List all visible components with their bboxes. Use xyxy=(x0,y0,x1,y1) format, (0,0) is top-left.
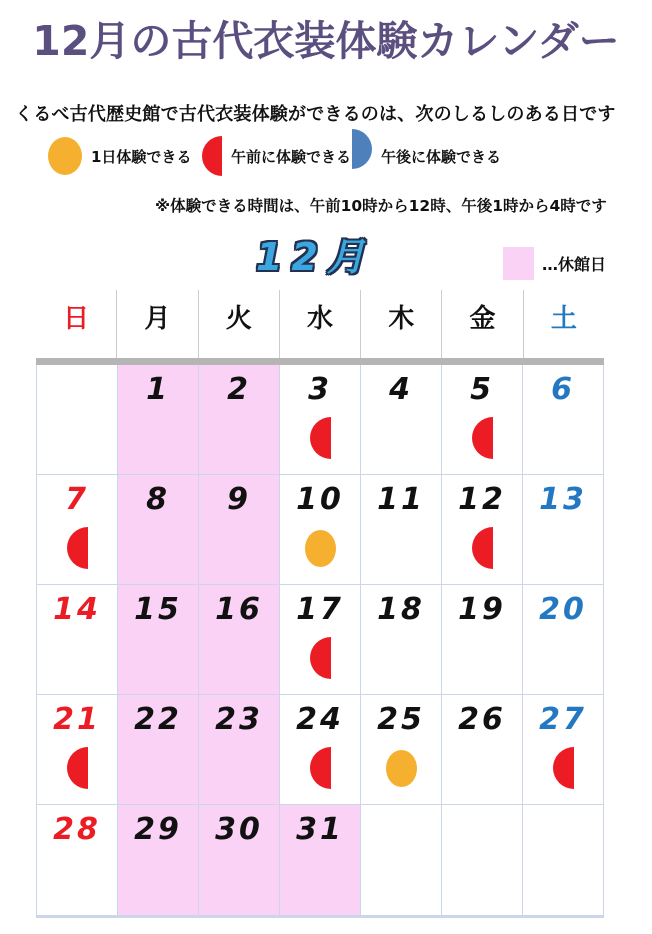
weekday-header-木: 木 xyxy=(360,290,441,358)
calendar-week-row xyxy=(37,805,604,916)
day-number: 19 xyxy=(458,592,506,627)
day-number: 11 xyxy=(377,482,425,517)
calendar-cell-17 xyxy=(280,585,361,695)
calendar-cell-24 xyxy=(280,695,361,805)
calendar-cell-21 xyxy=(37,695,118,805)
weekday-header-row xyxy=(36,290,604,358)
weekday-header-火: 火 xyxy=(198,290,279,358)
morning-marker xyxy=(67,527,88,569)
morning-marker xyxy=(553,747,574,789)
calendar-cell-27 xyxy=(523,695,604,805)
day-number: 27 xyxy=(539,702,587,737)
calendar-cell-12 xyxy=(442,475,523,585)
legend-label-all-day: 1日体験できる xyxy=(91,147,192,166)
day-number: 6 xyxy=(551,372,575,407)
closed-day-legend xyxy=(503,247,606,280)
calendar-cell-10 xyxy=(280,475,361,585)
all-day-marker xyxy=(305,530,336,567)
closed-day-label: …休館日 xyxy=(542,255,607,274)
hours-note: ※体験できる時間は、午前10時から12時、午後1時から4時です xyxy=(155,197,607,215)
calendar-cell-22 xyxy=(118,695,199,805)
legend-item-morning xyxy=(202,134,351,178)
day-number: 5 xyxy=(470,372,494,407)
day-number: 21 xyxy=(53,702,101,737)
day-number: 20 xyxy=(539,592,587,627)
calendar-cell-25 xyxy=(361,695,442,805)
calendar-cell-26 xyxy=(442,695,523,805)
calendar-week-row xyxy=(37,475,604,585)
calendar-body xyxy=(36,365,604,918)
calendar-cell-6 xyxy=(523,365,604,475)
afternoon-half-circle-icon xyxy=(352,129,372,169)
day-number: 14 xyxy=(53,592,101,627)
calendar-cell-23 xyxy=(199,695,280,805)
calendar-cell-4 xyxy=(361,365,442,475)
calendar-cell-5 xyxy=(442,365,523,475)
weekday-header-日: 日 xyxy=(63,304,90,334)
legend xyxy=(0,134,652,178)
calendar-cell-16 xyxy=(199,585,280,695)
calendar-cell-2 xyxy=(199,365,280,475)
all-day-marker xyxy=(386,750,417,787)
calendar-week-row xyxy=(37,365,604,475)
calendar-cell-19 xyxy=(442,585,523,695)
day-number: 13 xyxy=(539,482,587,517)
morning-marker xyxy=(472,527,493,569)
closed-day-swatch xyxy=(503,247,534,280)
calendar-cell-empty xyxy=(361,805,442,916)
calendar-cell-28 xyxy=(37,805,118,916)
weekday-header-土: 土 xyxy=(523,290,604,358)
weekday-header-金: 金 xyxy=(441,290,522,358)
calendar-cell-18 xyxy=(361,585,442,695)
header-divider-bar xyxy=(36,358,604,365)
calendar-cell-11 xyxy=(361,475,442,585)
calendar-cell-14 xyxy=(37,585,118,695)
legend-item-afternoon xyxy=(352,134,501,178)
calendar-cell-empty xyxy=(523,805,604,916)
day-number: 24 xyxy=(296,702,344,737)
day-number: 4 xyxy=(389,372,413,407)
day-number: 16 xyxy=(215,592,263,627)
morning-marker xyxy=(472,417,493,459)
calendar-cell-7 xyxy=(37,475,118,585)
all-day-circle-icon xyxy=(48,137,82,175)
month-title: 12月 xyxy=(256,235,374,279)
calendar-cell-1 xyxy=(118,365,199,475)
calendar-cell-20 xyxy=(523,585,604,695)
day-number: 22 xyxy=(134,702,182,737)
calendar-grid xyxy=(36,290,604,918)
weekday-header-月: 月 xyxy=(116,290,197,358)
day-number: 23 xyxy=(215,702,263,737)
day-number: 26 xyxy=(458,702,506,737)
morning-marker xyxy=(67,747,88,789)
morning-marker xyxy=(310,637,331,679)
calendar-cell-empty xyxy=(442,805,523,916)
calendar-cell-3 xyxy=(280,365,361,475)
calendar-cell-15 xyxy=(118,585,199,695)
day-number: 31 xyxy=(296,812,344,847)
morning-marker xyxy=(310,417,331,459)
calendar-cell-8 xyxy=(118,475,199,585)
day-number: 7 xyxy=(65,482,89,517)
day-number: 9 xyxy=(227,482,251,517)
day-number: 15 xyxy=(134,592,182,627)
calendar-cell-29 xyxy=(118,805,199,916)
morning-half-circle-icon xyxy=(202,136,222,176)
calendar-week-row xyxy=(37,695,604,805)
legend-item-all-day xyxy=(48,134,191,178)
day-number: 28 xyxy=(53,812,101,847)
legend-label-afternoon: 午後に体験できる xyxy=(381,147,502,166)
legend-label-morning: 午前に体験できる xyxy=(231,147,352,166)
calendar-cell-30 xyxy=(199,805,280,916)
calendar-cell-empty xyxy=(37,365,118,475)
weekday-header-水: 水 xyxy=(279,290,360,358)
day-number: 3 xyxy=(308,372,332,407)
day-number: 8 xyxy=(146,482,170,517)
morning-marker xyxy=(310,747,331,789)
day-number: 18 xyxy=(377,592,425,627)
subtitle: くるべ古代歴史館で古代衣装体験ができるのは、次のしるしのある日です xyxy=(15,104,616,125)
day-number: 30 xyxy=(215,812,263,847)
page-title: 12月の古代衣装体験カレンダー xyxy=(32,17,620,65)
day-number: 1 xyxy=(146,372,170,407)
calendar-cell-13 xyxy=(523,475,604,585)
day-number: 12 xyxy=(458,482,506,517)
day-number: 29 xyxy=(134,812,182,847)
day-number: 10 xyxy=(296,482,344,517)
day-number: 25 xyxy=(377,702,425,737)
calendar-week-row xyxy=(37,585,604,695)
day-number: 17 xyxy=(296,592,344,627)
calendar-cell-9 xyxy=(199,475,280,585)
calendar-cell-31 xyxy=(280,805,361,916)
day-number: 2 xyxy=(227,372,251,407)
